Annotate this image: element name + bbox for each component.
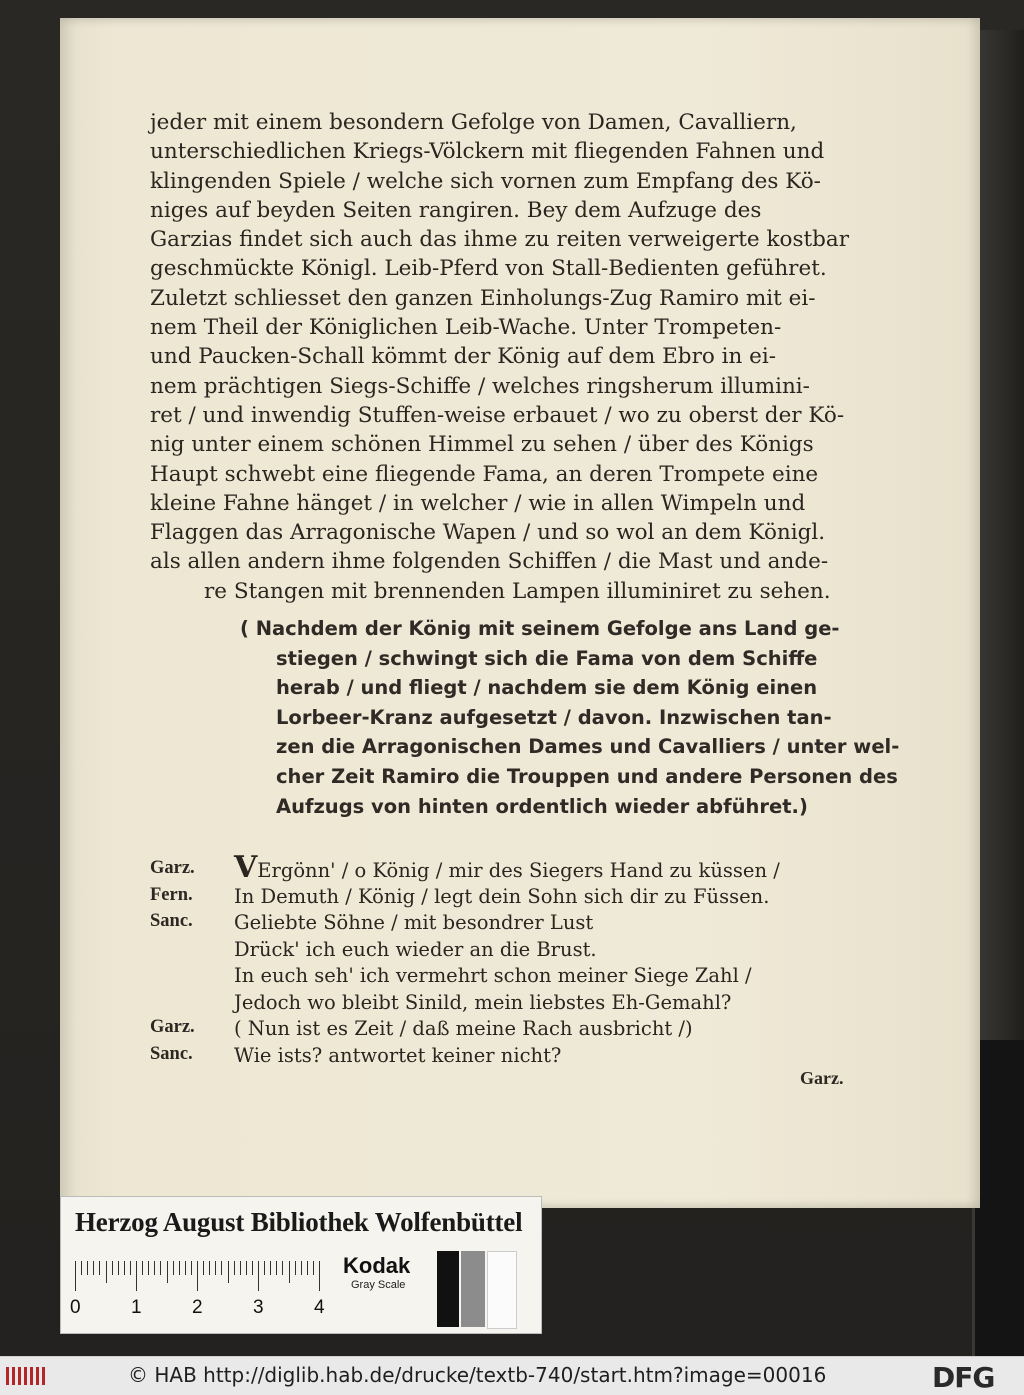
dialogue-line bbox=[234, 1017, 693, 1040]
dialogue-line bbox=[234, 850, 780, 885]
kodak-logo: Kodak bbox=[343, 1253, 411, 1278]
drop-cap: V bbox=[234, 850, 258, 885]
stage-direction-line: ( Nachdem der König mit seinem Gefolge ans Land ge- bbox=[240, 617, 840, 641]
ruler-tick bbox=[197, 1261, 198, 1291]
dialogue-line bbox=[234, 1044, 561, 1067]
footer-bar bbox=[0, 1356, 1024, 1395]
dialogue-row bbox=[150, 938, 870, 965]
library-title: Herzog August Bibliothek Wolfenbüttel bbox=[75, 1207, 523, 1237]
dialogue-line bbox=[234, 885, 769, 908]
body-line: unterschiedlichen Kriegs-Völckern mit fliegenden Fahnen und bbox=[150, 139, 825, 165]
scale-ruler bbox=[70, 1261, 345, 1318]
ruler-tick bbox=[203, 1261, 204, 1275]
body-line: Garzias findet sich auch das ihme zu reiten verweigerte kostbar bbox=[150, 227, 849, 253]
hab-logo-icon bbox=[6, 1365, 50, 1387]
speaker-name: Garz. bbox=[150, 1017, 195, 1037]
ruler-tick bbox=[313, 1261, 314, 1275]
dialogue-text: Ergönn' / o König / mir des Siegers Hand zu küssen / bbox=[257, 859, 780, 882]
dialogue-row bbox=[150, 1017, 870, 1044]
ruler-tick bbox=[136, 1261, 137, 1291]
ruler-tick bbox=[246, 1261, 247, 1275]
ruler-tick bbox=[221, 1261, 222, 1275]
ruler-tick bbox=[142, 1261, 143, 1275]
ruler-tick bbox=[130, 1261, 131, 1275]
ruler-number: 4 bbox=[314, 1297, 325, 1318]
ruler-tick bbox=[81, 1261, 82, 1275]
ruler-tick bbox=[209, 1261, 210, 1275]
speaker-name: Sanc. bbox=[150, 1043, 193, 1064]
body-line: Haupt schwebt eine fliegende Fama, an deren Trompete eine bbox=[150, 461, 819, 487]
body-line: niges auf beyden Seiten rangiren. Bey dem Aufzuge des bbox=[150, 197, 762, 223]
ruler-tick bbox=[307, 1261, 308, 1275]
ruler-tick bbox=[191, 1261, 192, 1275]
ruler-tick bbox=[173, 1261, 174, 1275]
stage-direction bbox=[240, 614, 900, 821]
body-line: und Paucken-Schall kömmt der König auf dem Ebro in ei- bbox=[150, 344, 777, 370]
ruler-tick bbox=[75, 1261, 76, 1291]
ruler-tick bbox=[282, 1261, 283, 1275]
stage-direction-line: stiegen / schwingt sich die Fama von dem Schiffe bbox=[276, 646, 818, 670]
body-paragraph bbox=[150, 108, 870, 606]
ruler-tick bbox=[112, 1261, 113, 1275]
body-line: geschmückte Königl. Leib-Pferd von Stall-Bedienten geführet. bbox=[150, 256, 827, 282]
ruler-number: 3 bbox=[253, 1297, 264, 1318]
gray-swatch-mid bbox=[461, 1251, 485, 1327]
ruler-number: 0 bbox=[70, 1297, 81, 1318]
dialogue-line bbox=[234, 938, 597, 961]
grayscale-label: Gray Scale bbox=[351, 1279, 406, 1291]
ruler-number: 1 bbox=[131, 1297, 142, 1318]
ruler-tick bbox=[148, 1261, 149, 1275]
stage-direction-line: cher Zeit Ramiro die Trouppen und andere Personen des bbox=[276, 765, 898, 789]
dfg-logo: DFG bbox=[932, 1361, 995, 1394]
dialogue-block bbox=[150, 850, 870, 1070]
ruler-tick bbox=[118, 1261, 119, 1275]
speaker-name: Sanc. bbox=[150, 911, 193, 931]
body-line: als allen andern ihme folgenden Schiffen / die Mast und ande- bbox=[150, 549, 829, 575]
ruler-tick bbox=[252, 1261, 253, 1275]
dialogue-text: Jedoch wo bleibt Sinild, mein liebstes Eh-Gemahl? bbox=[234, 990, 732, 1014]
dialogue-text: Wie ists? antwortet keiner nicht? bbox=[234, 1043, 562, 1067]
dialogue-text: In euch seh' ich vermehrt schon meiner Siege Zahl / bbox=[234, 964, 752, 987]
dialogue-line bbox=[234, 964, 752, 987]
ruler-tick bbox=[295, 1261, 296, 1275]
ruler-tick bbox=[276, 1261, 277, 1275]
ruler-tick bbox=[264, 1261, 265, 1275]
body-line: nig unter einem schönen Himmel zu sehen / über des Königs bbox=[150, 432, 814, 458]
stage-direction-line: zen die Arragonischen Dames und Cavalliers / unter wel- bbox=[276, 735, 900, 759]
page-text bbox=[150, 108, 900, 821]
body-line: re Stangen mit brennenden Lampen illuminiret zu sehen. bbox=[204, 578, 831, 604]
stage-direction-line: Aufzugs von hinten ordentlich wieder abführet.) bbox=[276, 794, 808, 818]
ruler-tick bbox=[234, 1261, 235, 1275]
speaker-name: Garz. bbox=[150, 858, 195, 878]
ruler-tick bbox=[185, 1261, 186, 1275]
dialogue-row bbox=[150, 964, 870, 991]
dialogue-row bbox=[150, 991, 870, 1018]
stage-direction-line: herab / und fliegt / nachdem sie dem König einen bbox=[276, 676, 818, 700]
library-label-card bbox=[60, 1196, 542, 1334]
body-line: klingenden Spiele / welche sich vornen zum Empfang des Kö- bbox=[150, 168, 821, 194]
ruler-tick bbox=[215, 1261, 216, 1275]
body-line: kleine Fahne hänget / in welcher / wie in allen Wimpeln und bbox=[150, 490, 806, 516]
body-line: nem prächtigen Siegs-Schiffe / welches ringsherum illumini- bbox=[150, 373, 810, 399]
stage-direction-line: Lorbeer-Kranz aufgesetzt / davon. Inzwischen tan- bbox=[276, 705, 832, 729]
dialogue-text: Drück' ich euch wieder an die Brust. bbox=[234, 937, 597, 961]
body-line: ret / und inwendig Stuffen-weise erbauet / wo zu oberst der Kö- bbox=[150, 402, 845, 428]
dialogue-row bbox=[150, 850, 870, 885]
dialogue-line bbox=[234, 911, 593, 934]
ruler-tick bbox=[240, 1261, 241, 1275]
gray-swatch-white bbox=[487, 1251, 517, 1329]
ruler-tick bbox=[228, 1261, 229, 1283]
ruler-tick bbox=[154, 1261, 155, 1275]
ruler-tick bbox=[124, 1261, 125, 1275]
ruler-tick bbox=[93, 1261, 94, 1275]
book-cover-binding bbox=[975, 1040, 1024, 1356]
citation-link[interactable]: © HAB http://diglib.hab.de/drucke/textb-740/start.htm?image=00016 bbox=[128, 1363, 827, 1387]
body-line: jeder mit einem besondern Gefolge von Damen, Cavalliern, bbox=[150, 110, 797, 135]
dialogue-text: ( Nun ist es Zeit / daß meine Rach ausbricht /) bbox=[234, 1017, 693, 1040]
ruler-tick bbox=[160, 1261, 161, 1275]
ruler-tick bbox=[179, 1261, 180, 1275]
dialogue-text: Geliebte Söhne / mit besondrer Lust bbox=[234, 911, 594, 934]
ruler-tick bbox=[301, 1261, 302, 1275]
catchword: Garz. bbox=[800, 1068, 844, 1088]
body-line: Zuletzt schliesset den ganzen Einholungs-Zug Ramiro mit ei- bbox=[150, 285, 816, 311]
body-line: nem Theil der Königlichen Leib-Wache. Unter Trompeten- bbox=[150, 315, 782, 341]
ruler-tick bbox=[319, 1261, 320, 1291]
dialogue-row bbox=[150, 1044, 870, 1071]
ruler-tick bbox=[99, 1261, 100, 1275]
dialogue-row bbox=[150, 885, 870, 912]
dialogue-line bbox=[234, 991, 731, 1014]
ruler-tick bbox=[87, 1261, 88, 1275]
dialogue-row bbox=[150, 911, 870, 938]
body-line: Flaggen das Arragonische Wapen / und so wol an dem Königl. bbox=[150, 520, 826, 546]
ruler-tick bbox=[270, 1261, 271, 1275]
ruler-number: 2 bbox=[192, 1297, 203, 1318]
ruler-tick bbox=[106, 1261, 107, 1283]
dialogue-text: In Demuth / König / legt dein Sohn sich dir zu Füssen. bbox=[234, 884, 770, 908]
ruler-tick bbox=[289, 1261, 290, 1283]
ruler-tick bbox=[258, 1261, 259, 1291]
speaker-name: Fern. bbox=[150, 884, 193, 905]
gray-swatch-black bbox=[437, 1251, 459, 1327]
ruler-tick bbox=[167, 1261, 168, 1283]
